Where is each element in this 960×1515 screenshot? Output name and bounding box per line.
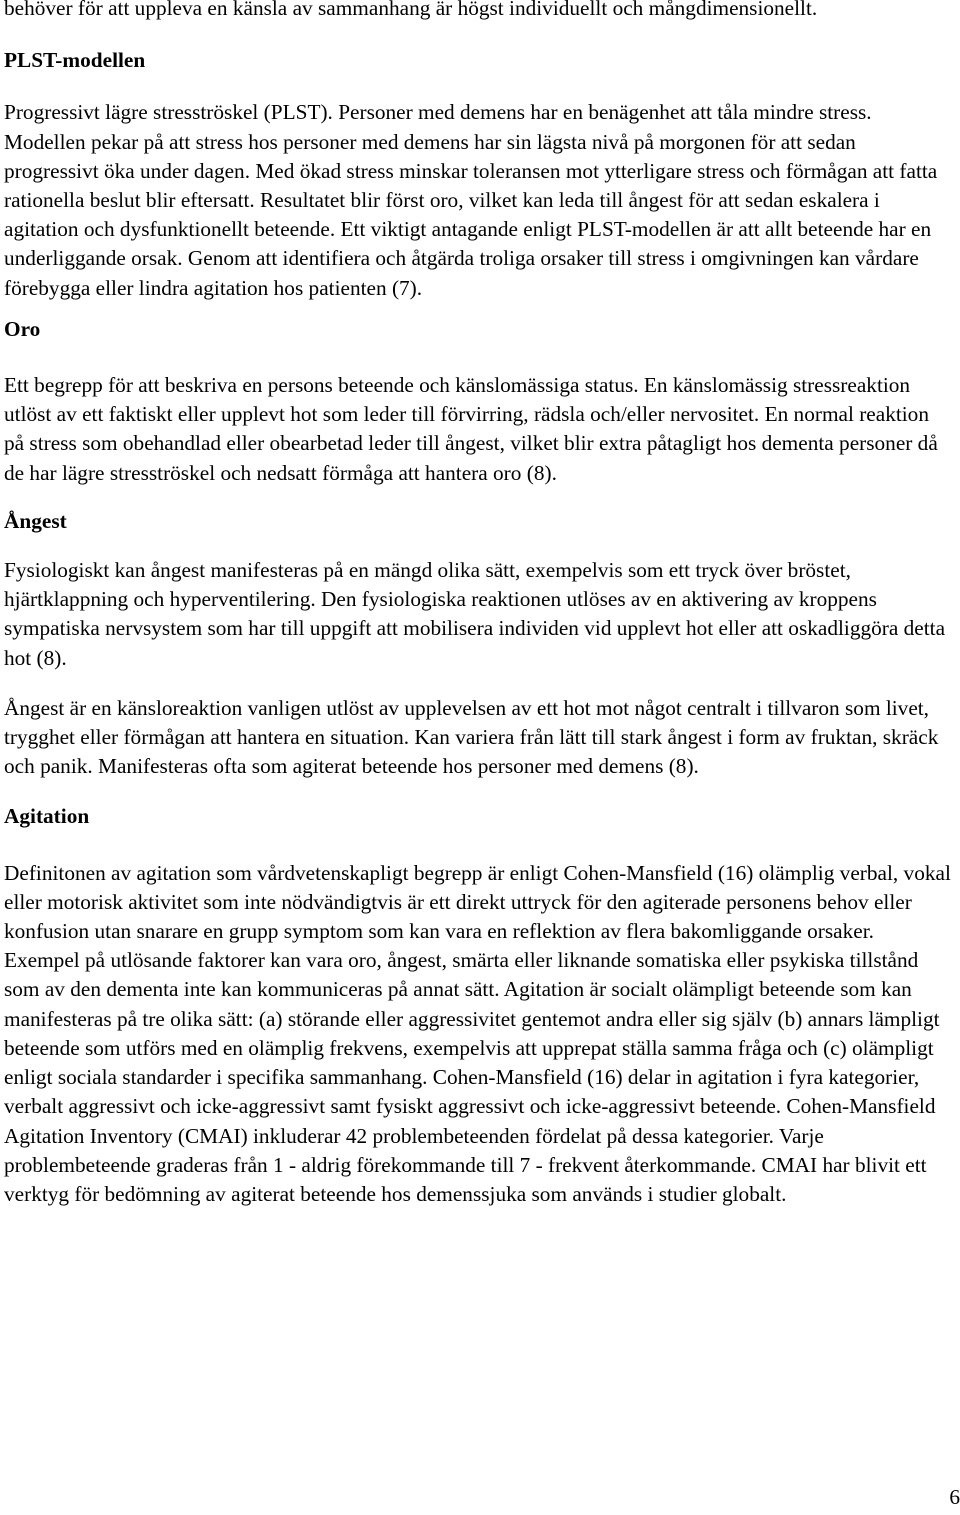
paragraph-angest-2: Ångest är en känsloreaktion vanligen utlöst av upplevelsen av ett hot mot något centralt i tillvaron som livet, trygghet eller förmågan att hantera en situation. Kan variera från lätt till stark ångest i form av fruktan, skräck och panik. Manifesteras ofta som agiterat beteende hos personer med demens (8).: [4, 695, 939, 779]
heading-agitation: Agitation: [4, 804, 90, 829]
heading-angest: Ångest: [4, 508, 67, 533]
paragraph-angest-1: Fysiologiskt kan ångest manifesteras på en mängd olika sätt, exempelvis som ett tryck över bröstet, hjärtklappning och hyperventilering. Den fysiologiska reaktionen utlöses av en aktivering av kroppens sympatiska nervsystem som har till uppgift att mobilisera individen vid upplevt hot eller att oskadliggöra detta hot (8).: [4, 558, 946, 670]
heading-oro: Oro: [4, 316, 41, 341]
paragraph-agitation: Definitonen av agitation som vårdvetenskapligt begrepp är enligt Cohen-Mansfield (16) olämplig verbal, vokal eller motorisk aktivitet som inte nödvändigtvis är ett direkt uttryck för den agiterade personens behov eller konfusion utan snarare en grupp symptom som kan vara en reflektion av flera bakomliggande orsaker. Exempel på utlösande faktorer kan vara oro, ångest, smärta eller liknande somatiska eller psykiska tillstånd som av den dementa inte kan kommuniceras på annat sätt. Agitation är socialt olämpligt beteende som kan manifesteras på tre olika sätt: (a) störande eller aggressivitet gentemot andra eller sig själv (b) annars lämpligt beteende som utförs med en olämplig frekvens, exempelvis att upprepat ställa samma fråga och (c) olämpligt enligt sociala standarder i specifika sammanhang. Cohen-Mansfield (16) delar in agitation i fyra kategorier, verbalt aggressivt och icke-aggressivt samt fysiskt aggressivt och icke-aggressivt beteende. Cohen-Mansfield Agitation Inventory (CMAI) inkluderar 42 problembeteenden fördelat på dessa kategorier. Varje problembeteende graderas från 1 - aldrig förekommande till 7 - frekvent återkommande. CMAI har blivit ett verktyg för bedömning av agiterat beteende hos demenssjuka som används i studier globalt.: [4, 860, 951, 1206]
intro-paragraph: behöver för att uppleva en känsla av sammanhang är högst individuellt och mångdimensionellt.: [4, 0, 818, 20]
page-number: 6: [949, 1485, 960, 1509]
document-page: [4, 0, 954, 1209]
heading-plst-modellen: PLST-modellen: [4, 48, 146, 73]
paragraph-oro: Ett begrepp för att beskriva en persons beteende och känslomässiga status. En känslomässig stressreaktion utlöst av ett faktiskt eller upplevt hot som leder till förvirring, rädsla och/eller nervositet. En normal reaktion på stress som obehandlad eller obearbetad leder till ångest, vilket blir extra påtagligt hos dementa personer då de har lägre stresströskel och nedsatt förmåga att hantera oro (8).: [4, 373, 938, 485]
paragraph-plst: Progressivt lägre stresströskel (PLST). Personer med demens har en benägenhet att tåla mindre stress. Modellen pekar på att stress hos personer med demens har sin lägsta nivå på morgonen för att sedan progressivt öka under dagen. Med ökad stress minskar toleransen mot ytterligare stress och förmågan att fatta rationella beslut blir eftersatt. Resultatet blir först oro, vilket kan leda till ångest för att sedan eskalera i agitation och dysfunktionellt beteende. Ett viktigt antagande enligt PLST-modellen är att allt beteende har en underliggande orsak. Genom att identifiera och åtgärda troliga orsaker till stress i omgivningen kan vårdare förebygga eller lindra agitation hos patienten (7).: [4, 100, 938, 300]
